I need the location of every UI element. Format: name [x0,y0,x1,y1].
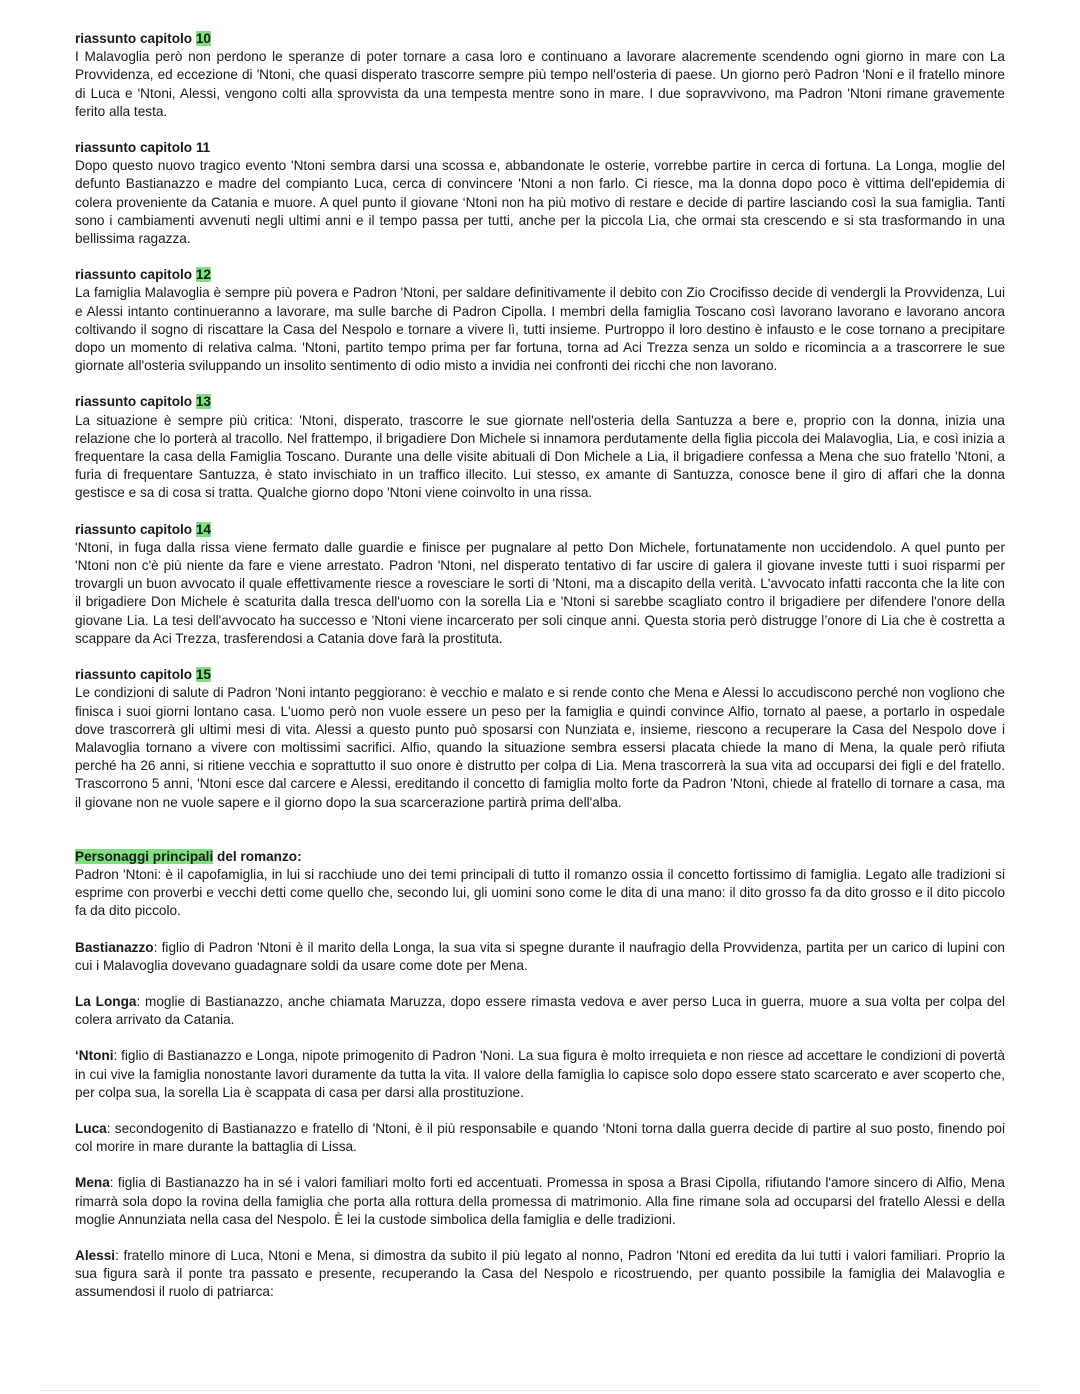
summary-heading: riassunto capitolo 15 [75,667,211,683]
character-name: ‘Ntoni [75,1048,114,1064]
chapter-number: 15 [195,667,211,683]
character-description: : moglie di Bastianazzo, anche chiamata Maruzza, dopo essere rimasta vedova e aver perso Luca in guerra, muore a sua volta per colpa del colera arrivato da Catania. [75,993,1005,1028]
chapter-number: 13 [195,394,211,410]
characters-heading: Personaggi principali del romanzo: [75,848,302,864]
character-name: Bastianazzo [75,939,154,955]
character-name: La Longa [75,993,137,1009]
summary-chapter-13 [75,393,1005,502]
character-ntoni [75,1047,1005,1102]
summary-heading: riassunto capitolo 13 [75,394,211,410]
summary-heading: riassunto capitolo 14 [75,521,211,537]
summary-chapter-11 [75,139,1005,248]
characters-heading-highlight: Personaggi principali [75,848,214,864]
summary-heading: riassunto capitolo 11 [75,140,211,156]
summary-text: Dopo questo nuovo tragico evento 'Ntoni sembra darsi una scossa e, abbandonate le osterie, vorrebbe partire in cerca di fortuna. La Longa, moglie del defunto Bastianazzo e madre del compianto Luca, cerca di convincere 'Ntoni a non farlo. Ci riesce, ma la donna dopo poco è vittima dell'epidemia di colera proveniente da Catania e muore. A quel punto il giovane ‘Ntoni non ha più motivo di restare e decide di partire lasciando così la sua famiglia. Tanti sono i cambiamenti avvenuti negli ultimi anni e il tempo passa per tutti, anche per la piccola Lia, che ormai sta crescendo e si sta trasformando in una bellissima ragazza. [75,158,1005,247]
chapter-number: 12 [195,267,211,283]
character-description: : figlio di Bastianazzo e Longa, nipote primogenito di Padron 'Noni. La sua figura è molto irrequieta e non riesce ad accettare le condizioni di povertà in cui vive la famiglia nonostante lavori duramente da tutta la vita. Il valore della famiglia lo capisce solo dopo essere stato scarcerato e aver scoperto che, per colpa sua, la sorella Lia è scappata di casa per darsi alla prostituzione. [75,1048,1005,1100]
chapter-number: 11 [195,140,211,156]
character-la-longa [75,993,1005,1029]
summary-chapter-10 [75,30,1005,121]
character-name: Mena [75,1175,110,1191]
summary-text: 'Ntoni, in fuga dalla rissa viene fermato dalle guardie e finisce per pugnalare al petto Don Michele, fortunatamente non uccidendolo. A quel punto per 'Ntoni non c'è più niente da fare e viene arrestato. Padron 'Ntoni, nel disperato tentativo di far uscire di galera il giovane investe tutti i suoi risparmi per trovargli un buon avvocato il quale effettivamente riesce a rovesciare le sorti di 'Ntoni, ma a discapito della verità. L'avvocato infatti racconta che la lite con il brigadiere Don Michele è scaturita dalla tresca dell'uomo con la sorella Lia e 'Ntoni si sarebbe scagliato contro il brigadiere per difendere l'onore della giovane Lia. La tesi dell'avvocato ha successo e 'Ntoni viene incarcerato per soli cinque anni. Questa storia però distrugge l’onore di Lia che è costretta a scappare da Aci Trezza, trasferendosi a Catania dove farà la prostituta. [75,539,1005,646]
character-mena [75,1174,1005,1229]
page-bottom-divider [40,1390,1040,1391]
summary-text: I Malavoglia però non perdono le speranze di poter tornare a casa loro e continuano a lavorare alacremente scendendo ogni giorno in mare con La Provvidenza, ed eccezione di 'Ntoni, che quasi disperato trascorre sempre più tempo nell'osteria di paese. Un giorno però Padron 'Noni e il fratello minore di Luca e 'Ntoni, Alessi, vengono colti alla sprovvista da una tempesta mentre sono in mare. I due sopravvivono, ma Padron 'Ntoni rimane gravemente ferito alla testa. [75,49,1005,119]
characters-section [75,848,1005,921]
character-luca [75,1120,1005,1156]
character-description: : fratello minore di Luca, Ntoni e Mena, si dimostra da subito il più legato al nonno, Padron 'Ntoni ed eredita da lui tutti i valori familiari. Proprio la sua figura sarà il ponte tra passato e presente, recuperando la Casa del Nespolo e ricostruendo, per quanto possibile la famiglia dei Malavoglia e assumendosi il ruolo di patriarca: [75,1247,1005,1300]
summary-heading: riassunto capitolo 12 [75,267,211,283]
document-page [75,30,1005,1320]
summary-chapter-12 [75,266,1005,375]
character-description: : figlia di Bastianazzo ha in sé i valori familiari molto forti ed accentuati. Promessa in sposa a Brasi Cipolla, rifiutando l'amore sincero di Alfio, Mena rimarrà sola dopo la rovina della famiglia che porta alla rottura della promessa di matrimonio. Alla fine rimane sola ad occuparsi del fratello Alessi e della moglie Annunziata nella casa del Nespolo. È lei la custode simbolica della famiglia e delle tradizioni. [75,1175,1005,1227]
character-alessi [75,1247,1005,1302]
summary-heading: riassunto capitolo 10 [75,31,211,46]
characters-intro: Padron 'Ntoni: è il capofamiglia, in lui si racchiude uno dei temi principali di tutto il romanzo ossia il concetto fortissimo di famiglia. Legato alle tradizioni si esprime con proverbi e vecchi detti come quello che, secondo lui, gli uomini sono come le dita di una mano: il dito grosso fa da dito grosso e il dito piccolo fa da dito piccolo. [75,866,1005,919]
character-description: : figlio di Padron 'Ntoni è il marito della Longa, la sua vita si spegne durante il naufragio della Provvidenza, partita per un carico di lupini con cui i Malavoglia dovevano guadagnare soldi da usare come dote per Mena. [75,939,1005,973]
summary-chapter-14 [75,521,1005,648]
character-bastianazzo [75,939,1005,975]
chapter-number: 14 [195,521,211,537]
summary-chapter-15 [75,666,1005,812]
chapter-number: 10 [195,31,211,46]
character-description: : secondogenito di Bastianazzo e fratello di 'Ntoni, è il più responsabile e quando ‘Ntoni torna dalla guerra decide di partire al suo posto, finendo poi col morire in mare durante la battaglia di Lissa. [75,1120,1005,1155]
summary-text: La famiglia Malavoglia è sempre più povera e Padron 'Ntoni, per saldare definitivamente il debito con Zio Crocifisso decide di vendergli la Provvidenza, Lui e Alessi intanto continueranno a lavorare, ma sulle barche di Padron Cipolla. I membri della famiglia Toscano così lavorano lavorano e lavorano ancora coltivando il sogno di riscattare la Casa del Nespolo e tornare a vivere lì, tutti insieme. Purtroppo il loro destino è infausto e le cose tornano a precipitare dopo un momento di relativa calma. 'Ntoni, partito tempo prima per far fortuna, torna ad Aci Trezza senza un soldo e ricomincia a a trascorrere le sue giornate all'osteria sviluppando un insolito sentimento di odio misto a invidia nei confronti dei ricchi che non lavorano. [75,285,1005,374]
summary-text: Le condizioni di salute di Padron 'Noni intanto peggiorano: è vecchio e malato e si rende conto che Mena e Alessi lo accudiscono perché non vogliono che finisca i suoi giorni lontano casa. L'uomo però non vuole essere un peso per la famiglia e quindi convince Alfio, tornato al paese, a portarlo in ospedale dove trascorrerà gli ultimi mesi di vita. Alessi a questo punto può sposarsi con Nunziata e, insieme, riescono a recuperare la Casa del Nespolo dove i Malavoglia tornano a vivere con moltissimi sacrifici. Alfio, quando la situazione sembra essersi placata chiede la mano di Mena, la quale però rifiuta perché ha 26 anni, si ritiene vecchia e soprattutto il suo onore è distrutto per colpa di Lia. Mena trascorrerà la sua vita ad occuparsi dei figli e del fratello. Trascorrono 5 anni, 'Ntoni esce dal carcere e Alessi, ereditando il concetto di famiglia molto forte da Padron 'Ntoni, chiede al fratello di tornare a casa, ma il giovane non ne vuole sapere e il giorno dopo la sua scarcerazione partirà prima dell'alba. [75,685,1005,810]
summary-text: La situazione è sempre più critica: 'Ntoni, disperato, trascorre le sue giornate nell'osteria della Santuzza a bere e, proprio con la donna, inizia una relazione che lo porterà al tracollo. Nel frattempo, il brigadiere Don Michele si innamora perdutamente della figlia piccola dei Malavoglia, Lia, e così inizia a frequentare la casa della Famiglia Toscano. Durante una delle visite abituali di Don Michele a Lia, il brigadiere confessa a Mena che suo fratello 'Ntoni, a furia di frequentare Santuzza, è stato invischiato in un traffico illecito. Lui stesso, ex amante di Santuzza, conosce bene il giro di affari che la donna gestisce e sa di cosa si tratta. Qualche giorno dopo 'Ntoni viene coinvolto in una rissa. [75,412,1005,501]
character-name: Luca [75,1120,107,1136]
character-name: Alessi [75,1247,116,1263]
